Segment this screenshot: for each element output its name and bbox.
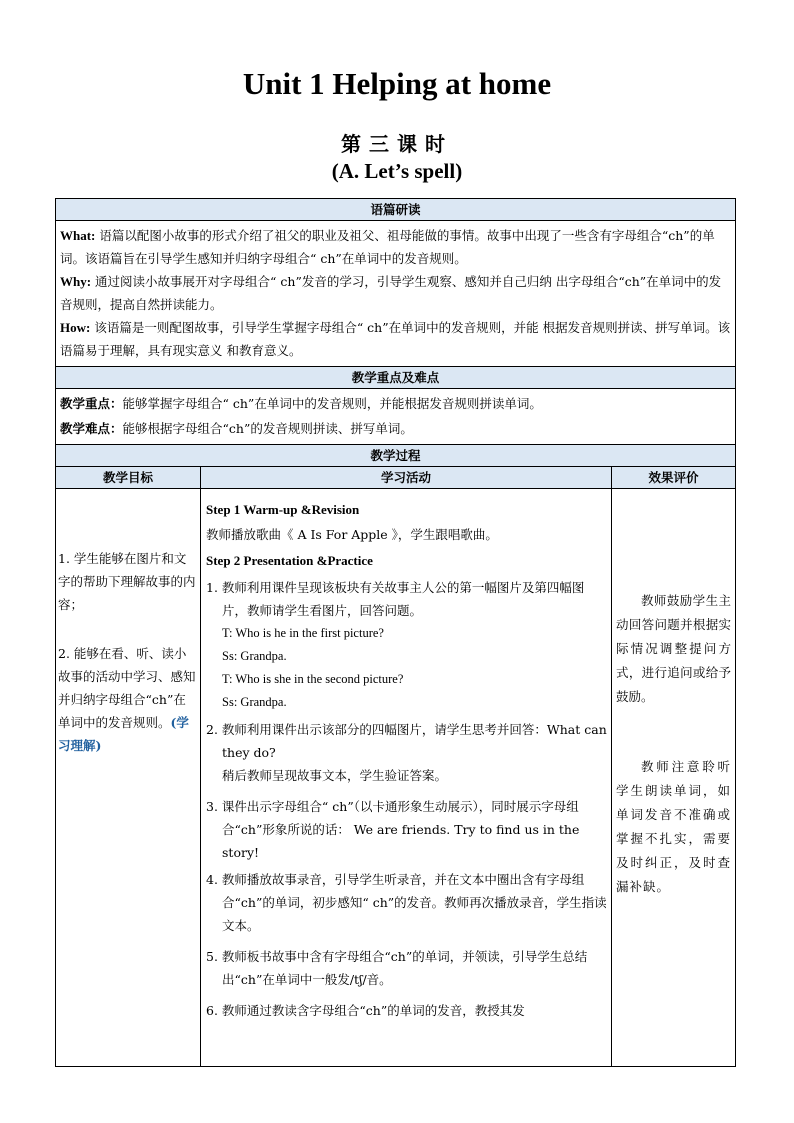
activity-item-6: 6. 教师通过教读含字母组合“ch”的单词的发音，教授其发 <box>206 1003 525 1018</box>
what-paragraph <box>60 224 732 270</box>
page-title: Unit 1 Helping at home <box>242 66 552 101</box>
process-header: 教学过程 <box>56 445 736 467</box>
focus-text: 能够掌握字母组合“ ch”在单词中的发音规则，并能根据发音规则拼读单词。 <box>122 396 542 411</box>
goals-cell <box>56 489 201 1067</box>
activity-item-5: 5. 教师板书故事中含有字母组合“ch”的单词，并领读，引导学生总结出“ch”在单词中一般发/tʃ/音。 <box>206 949 588 987</box>
activity-item-4: 4. 教师播放故事录音，引导学生听录音，并在文本中圈出含有字母组合“ch”的单词，初步感知“ ch”的发音。教师再次播放录音，学生指读文本。 <box>206 872 607 933</box>
how-text: 该语篇是一则配图故事，引导学生掌握字母组合“ ch”在单词中的发音规则，并能 根据发音规则拼读、拼写单词。该语篇易于理解，具有现实意义 和教育意义。 <box>60 320 731 358</box>
focus-paragraph <box>60 391 732 416</box>
activity-item-2: 2. 教师利用课件出示该部分的四幅图片，请学生思考并回答：What can they do? <box>206 722 607 760</box>
dialog-line-4: Ss: Grandpa. <box>222 695 287 709</box>
goal-1: 1. 学生能够在图片和文字的帮助下理解故事的内容； <box>58 551 196 612</box>
goal-2 <box>58 642 198 757</box>
activities-cell <box>201 489 612 1067</box>
goal-2-text: 2. 能够在看、听、读小故事的活动中学习、感知并归纳字母组合“ch”在单词中的发音规则。 <box>58 646 196 730</box>
why-label: Why: <box>60 274 92 289</box>
evaluation-cell <box>612 489 736 1067</box>
dialog-line-2: Ss: Grandpa. <box>222 649 287 663</box>
lesson-plan-table <box>55 198 736 1067</box>
evaluation-1: 教师鼓励学生主动回答问题并根据实际情况调整提问方式，进行追问或给予鼓励。 <box>616 593 732 704</box>
activity-item-2-followup: 稍后教师呈现故事文本，学生验证答案。 <box>222 768 448 783</box>
activity-column-header: 学习活动 <box>201 467 612 489</box>
what-text: 语篇以配图小故事的形式介绍了祖父的职业及祖父、祖母能做的事情。故事中出现了一些含有字母组合“ch”的单词。该语篇旨在引导学生感知并归纳字母组合“ ch”在单词中的发音规则。 <box>60 228 715 266</box>
evaluation-column-header: 效果评价 <box>612 467 736 489</box>
evaluation-2: 教师注意聆听学生朗读单词，如单词发音不准确或掌握不扎实，需要及时纠正，及时查漏补缺。 <box>616 759 732 894</box>
focus-label: 教学重点： <box>60 396 123 411</box>
key-points-body <box>56 389 736 445</box>
why-text: 通过阅读小故事展开对字母组合“ ch”发音的学习，引导学生观察、感知并自己归纳 出字母组合“ch”在单词中的发音规则，提高自然拼读能力。 <box>60 274 722 312</box>
goal-2-tag: (学习理解) <box>58 715 189 753</box>
how-label: How: <box>60 320 91 335</box>
activity-item-1: 1. 教师利用课件呈现该板块有关故事主人公的第一幅图片及第四幅图片，教师请学生看图片，回答问题。 <box>206 580 585 618</box>
step-1-text: 教师播放歌曲《 A Is For Apple 》，学生跟唱歌曲。 <box>206 527 498 542</box>
what-label: What: <box>60 228 96 243</box>
goal-column-header: 教学目标 <box>56 467 201 489</box>
difficulty-label: 教学难点： <box>60 421 123 436</box>
why-paragraph <box>60 270 732 316</box>
key-points-header: 教学重点及难点 <box>56 367 736 389</box>
text-study-body <box>56 221 736 367</box>
difficulty-paragraph <box>60 416 732 441</box>
text-study-header: 语篇研读 <box>56 199 736 221</box>
how-paragraph <box>60 316 732 362</box>
dialog-line-3: T: Who is she in the second picture? <box>222 672 404 686</box>
dialog-line-1: T: Who is he in the first picture? <box>222 626 384 640</box>
lesson-subtitle: (A. Let’s spell) <box>331 159 463 183</box>
step-2-title: Step 2 Presentation &Practice <box>206 553 373 568</box>
lesson-number: 第三课时 <box>341 132 453 156</box>
difficulty-text: 能够根据字母组合“ch”的发音规则拼读、拼写单词。 <box>122 421 413 436</box>
activity-item-3: 3. 课件出示字母组合“ ch”（以卡通形象生动展示），同时展示字母组合“ch”形象所说的话： We are friends. Try to find us in the story! <box>206 799 580 860</box>
step-1-title: Step 1 Warm-up &Revision <box>206 502 360 517</box>
